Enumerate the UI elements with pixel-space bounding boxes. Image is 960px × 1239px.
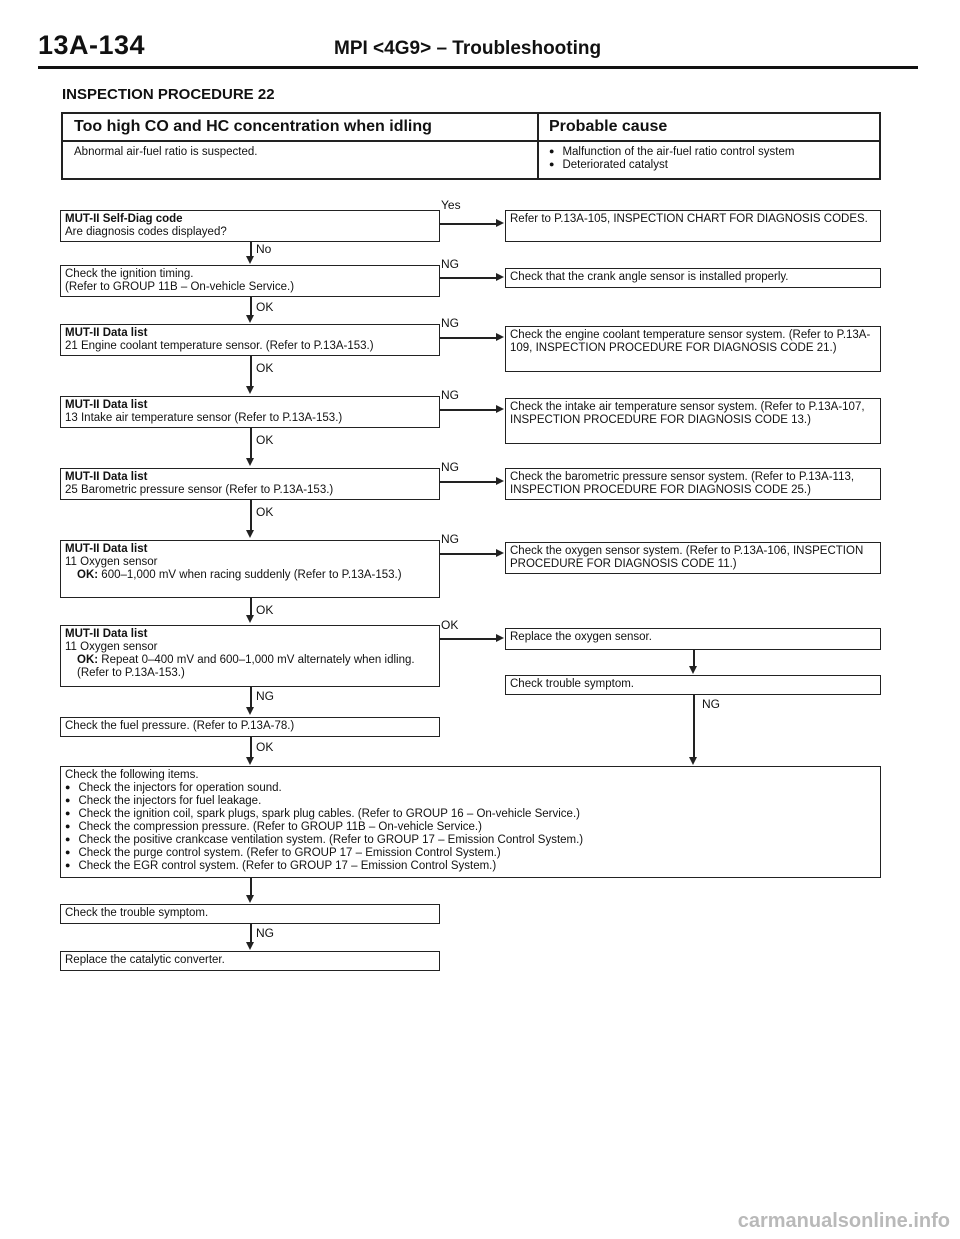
- summary-causes: [549, 146, 794, 172]
- label-ng: NG: [441, 460, 459, 474]
- check-item: ● Check the purge control system. (Refer to GROUP 17 – Emission Control System.): [65, 847, 876, 860]
- step-check-trouble-symptom: Check the trouble symptom.: [60, 904, 440, 924]
- section-title: INSPECTION PROCEDURE 22: [62, 86, 275, 103]
- arrow-down: [246, 530, 254, 538]
- connector: [250, 687, 252, 707]
- connector: [250, 500, 252, 530]
- connector: [693, 650, 695, 666]
- step-oxygen-racing: MUT-II Data list 11 Oxygen sensor OK: 600–1,000 mV when racing suddenly (Refer to P.13A-153.): [60, 540, 440, 598]
- arrow-down: [246, 942, 254, 950]
- check-item: ● Check the ignition coil, spark plugs, spark plug cables. (Refer to GROUP 16 – On-vehicle Service.): [65, 808, 876, 821]
- arrow-right: [496, 333, 504, 341]
- arrow-down: [246, 757, 254, 765]
- connector: [250, 924, 252, 942]
- arrow-down: [246, 458, 254, 466]
- label-ok: OK: [256, 361, 274, 375]
- summary-title: Too high CO and HC concentration when idling: [74, 118, 432, 135]
- summary-divider-h: [63, 140, 879, 142]
- connector: [440, 223, 497, 225]
- label-ng: NG: [256, 689, 274, 703]
- arrow-right: [496, 219, 504, 227]
- connector: [250, 878, 252, 895]
- step-oxygen-idling: MUT-II Data list 11 Oxygen sensor OK: Repeat 0–400 mV and 600–1,000 mV alternately when idling. (Refer to P.13A-153.): [60, 625, 440, 687]
- label-ok: OK: [441, 618, 459, 632]
- label-ng: NG: [441, 257, 459, 271]
- arrow-down: [246, 315, 254, 323]
- cause-item: ● Malfunction of the air-fuel ratio control system: [549, 146, 794, 159]
- connector: [440, 409, 497, 411]
- arrow-right: [496, 477, 504, 485]
- connector: [440, 481, 497, 483]
- label-ok: OK: [256, 433, 274, 447]
- arrow-right: [496, 549, 504, 557]
- summary-table: [61, 112, 881, 180]
- page-number: 13A-134: [38, 30, 146, 60]
- summary-description: Abnormal air-fuel ratio is suspected.: [74, 146, 258, 158]
- label-no: No: [256, 242, 272, 256]
- connector: [250, 356, 252, 386]
- step-heading: MUT-II Self-Diag code: [65, 213, 183, 225]
- connector: [250, 598, 252, 615]
- step-intake-air-temp: MUT-II Data list 13 Intake air temperature sensor (Refer to P.13A-153.): [60, 396, 440, 428]
- connector: [440, 638, 497, 640]
- step-coolant-temp: MUT-II Data list 21 Engine coolant temperature sensor. (Refer to P.13A-153.): [60, 324, 440, 356]
- step-fuel-pressure: Check the fuel pressure. (Refer to P.13A-78.): [60, 717, 440, 737]
- connector: [250, 242, 252, 256]
- connector: [250, 297, 252, 315]
- result-check-trouble-symptom: Check trouble symptom.: [505, 675, 881, 695]
- step-check-items: [60, 766, 881, 878]
- result-replace-oxygen-sensor: Replace the oxygen sensor.: [505, 628, 881, 650]
- check-item: ● Check the injectors for fuel leakage.: [65, 795, 876, 808]
- step-self-diag: [60, 210, 440, 242]
- result-diagnosis-codes: Refer to P.13A-105, INSPECTION CHART FOR DIAGNOSIS CODES.: [505, 210, 881, 242]
- result-crank-angle: Check that the crank angle sensor is installed properly.: [505, 268, 881, 288]
- arrow-right: [496, 273, 504, 281]
- check-item: ● Check the positive crankcase ventilation system. (Refer to GROUP 17 – Emission Control System.): [65, 834, 876, 847]
- summary-cause-title: Probable cause: [549, 118, 668, 135]
- connector: [440, 337, 497, 339]
- label-ok: OK: [256, 740, 274, 754]
- label-ok: OK: [256, 505, 274, 519]
- connector: [250, 428, 252, 458]
- arrow-down: [246, 615, 254, 623]
- label-ng: NG: [441, 388, 459, 402]
- step-text: Are diagnosis codes displayed?: [65, 226, 227, 238]
- arrow-down: [689, 757, 697, 765]
- check-item: ● Check the injectors for operation sound.: [65, 782, 876, 795]
- header-rule: [38, 66, 918, 69]
- summary-divider-v: [537, 114, 539, 178]
- label-ng: NG: [441, 532, 459, 546]
- arrow-right: [496, 634, 504, 642]
- step-replace-catalytic: Replace the catalytic converter.: [60, 951, 440, 971]
- arrow-down: [246, 386, 254, 394]
- arrow-down: [689, 666, 697, 674]
- arrow-down: [246, 707, 254, 715]
- check-item-list: [65, 782, 876, 873]
- check-item: ● Check the compression pressure. (Refer to GROUP 11B – On-vehicle Service.): [65, 821, 876, 834]
- connector: [693, 695, 695, 757]
- check-item: ● Check the EGR control system. (Refer to GROUP 17 – Emission Control System.): [65, 860, 876, 873]
- result-oxygen-sensor-system: Check the oxygen sensor system. (Refer to P.13A-106, INSPECTION PROCEDURE FOR DIAGNOSIS CODE 11.): [505, 542, 881, 574]
- step-ignition-timing: Check the ignition timing. (Refer to GROUP 11B – On-vehicle Service.): [60, 265, 440, 297]
- watermark: carmanualsonline.info: [737, 1210, 950, 1232]
- label-ng: NG: [441, 316, 459, 330]
- page-title: MPI <4G9> – Troubleshooting: [334, 38, 602, 59]
- label-ng: NG: [702, 697, 720, 711]
- step-barometric: MUT-II Data list 25 Barometric pressure sensor (Refer to P.13A-153.): [60, 468, 440, 500]
- arrow-down: [246, 895, 254, 903]
- arrow-right: [496, 405, 504, 413]
- result-coolant-temp: Check the engine coolant temperature sensor system. (Refer to P.13A-109, INSPECTION PROCEDURE FOR DIAGNOSIS CODE 21.): [505, 326, 881, 372]
- label-ok: OK: [256, 603, 274, 617]
- connector: [440, 277, 497, 279]
- result-intake-air-temp: Check the intake air temperature sensor system. (Refer to P.13A-107, INSPECTION PROCEDURE FOR DIAGNOSIS CODE 13.): [505, 398, 881, 444]
- cause-item: ● Deteriorated catalyst: [549, 159, 794, 172]
- connector: [250, 737, 252, 757]
- label-ng: NG: [256, 926, 274, 940]
- result-barometric: Check the barometric pressure sensor system. (Refer to P.13A-113, INSPECTION PROCEDURE FOR DIAGNOSIS CODE 25.): [505, 468, 881, 500]
- arrow-down: [246, 256, 254, 264]
- connector: [440, 553, 497, 555]
- step-heading: Check the following items.: [65, 769, 199, 781]
- label-ok: OK: [256, 300, 274, 314]
- label-yes: Yes: [441, 198, 461, 212]
